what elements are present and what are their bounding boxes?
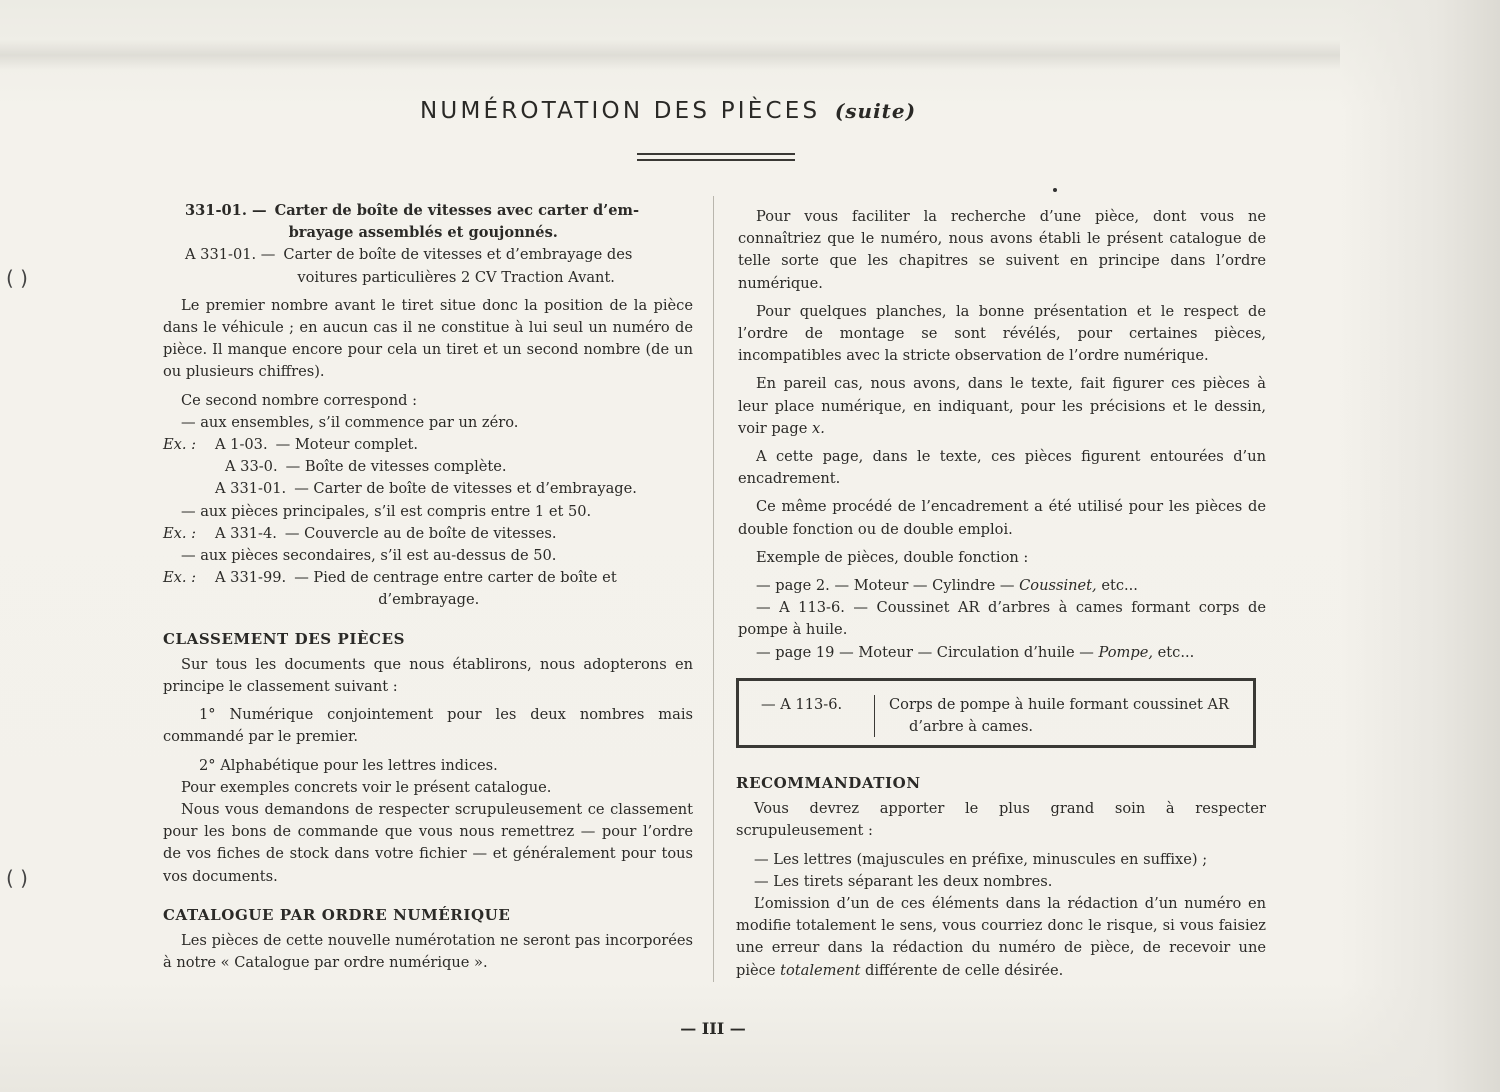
box-code: — A 113-6.: [761, 696, 843, 713]
paragraph: [738, 373, 1266, 440]
example-text: [294, 567, 693, 611]
example-text: — Boîte de vitesses complète.: [285, 458, 507, 476]
paragraph: Les pièces de cette nouvelle numérotation ne seront pas incorporées à notre « Catalogue par ordre numérique ».: [163, 932, 693, 972]
paragraph: Ce second nombre correspond :: [181, 391, 417, 409]
example-row: [163, 478, 693, 500]
page-title: [420, 98, 1040, 124]
text-run: En pareil cas, nous avons, dans le texte, fait figurer ces pièces à leur place numérique, en indiquant, pour les précisions et le dessin, voir page: [738, 375, 1266, 437]
paragraph: Pour vous faciliter la recherche d’une pièce, dont vous ne connaîtriez que le numéro, nous avons établi le présent catalogue de telle sorte que les chapitres se suivent en principe dans l’ordre numérique.: [738, 208, 1266, 292]
dash-item: — Les tirets séparant les deux nombres.: [754, 872, 1053, 890]
example-row: [163, 523, 693, 545]
paragraph: Pour quelques planches, la bonne présentation et le respect de l’ordre de montage se sont révélés, pour certaines pièces, incompatibles avec la stricte observation de l’ordre numérique.: [738, 302, 1266, 365]
left-column: [163, 200, 693, 975]
recommandation-section: [736, 772, 1266, 982]
example-text: — Moteur complet.: [275, 436, 419, 454]
example-text: — Carter de boîte de vitesses et d’embrayage.: [294, 480, 637, 498]
example-code: A 33-0.: [225, 458, 278, 476]
numbered-entry: [185, 200, 693, 244]
entry-code: A 331-01. —: [185, 246, 276, 264]
entry-line: brayage assemblés et goujonnés.: [288, 224, 558, 242]
example-label: Ex. :: [163, 524, 197, 542]
text-run: Pompe,: [1098, 643, 1154, 661]
paragraph: Ce même procédé de l’encadrement a été utilisé pour les pièces de double fonction ou de double emploi.: [738, 498, 1266, 538]
text-run: etc...: [1101, 577, 1138, 595]
text-run: différente de celle désirée.: [865, 961, 1064, 979]
entry-line: Carter de boîte de vitesses avec carter d’em-: [274, 202, 640, 219]
title-main: NUMÉROTATION DES PIÈCES: [420, 98, 821, 124]
page-number: — III —: [680, 1019, 746, 1038]
dash-item: — Les lettres (majuscules en préfixe, minuscules en suffixe) ;: [754, 850, 1208, 868]
example-label: Ex. :: [163, 436, 197, 454]
entry-line: Carter de boîte de vitesses et d’embrayage des: [283, 246, 633, 264]
text-run: Coussinet,: [1019, 577, 1097, 595]
example-line: [738, 575, 1266, 597]
example-code: A 1-03.: [215, 436, 268, 454]
text-run: — page 19 — Moteur — Circulation d’huile —: [756, 643, 1094, 661]
framed-example-box: [736, 678, 1256, 748]
column-divider: [713, 196, 714, 982]
section-heading-catalogue: CATALOGUE PAR ORDRE NUMÉRIQUE: [163, 905, 511, 924]
paragraph: Pour exemples concrets voir le présent catalogue.: [181, 778, 552, 796]
example-label: Ex. :: [163, 569, 197, 587]
text-run: totalement: [780, 961, 861, 979]
text-run: L’omission d’un de ces éléments dans la rédaction d’un numéro en modifie totalement le sens, vous courriez donc le risque, si vous faisiez une erreur dans la rédaction du numéro de pièce, de recevoir une pièce: [736, 895, 1266, 979]
box-line: d’arbre à cames.: [909, 718, 1034, 735]
title-suite: (suite): [834, 99, 917, 123]
paragraph: Le premier nombre avant le tiret situe donc la position de la pièce dans le véhicule ; en aucun cas il ne constitue à lui seul un numéro de pièce. Il manque encore pour cela un tiret et un second nombre (de un ou plusieurs chiffres).: [163, 296, 693, 381]
example-row: [163, 434, 693, 456]
scan-shadow-top: [0, 40, 1340, 70]
scan-shadow-right: [1340, 0, 1500, 1092]
dash-item: — aux pièces secondaires, s’il est au-dessus de 50.: [181, 547, 557, 565]
entry-code: 331-01. —: [185, 202, 267, 219]
box-text: [889, 694, 1254, 738]
example-row: [163, 567, 693, 611]
text-run: — page 2. — Moteur — Cylindre —: [756, 577, 1015, 595]
paragraph: A cette page, dans le texte, ces pièces figurent entourées d’un encadrement.: [738, 448, 1266, 488]
example-text: — Couvercle au de boîte de vitesses.: [284, 524, 557, 542]
title-rule: [637, 159, 795, 161]
example-code: A 331-99.: [215, 569, 287, 587]
ink-dot: [1053, 188, 1057, 192]
numbered-entry: [185, 244, 693, 288]
entry-text: [275, 200, 693, 244]
example-code: A 331-4.: [215, 524, 277, 542]
paragraph: Vous devrez apporter le plus grand soin à respecter scrupuleusement :: [736, 800, 1266, 840]
paragraph: 1° Numérique conjointement pour les deux nombres mais commandé par le premier.: [163, 706, 693, 746]
entry-text: [283, 244, 693, 288]
example-line: [738, 642, 1266, 664]
box-separator: [874, 695, 875, 737]
example-line: d’embrayage.: [378, 591, 480, 609]
example-row: [163, 456, 693, 478]
text-run: x.: [811, 419, 825, 437]
binding-hole-mark: ( ): [6, 866, 28, 890]
dash-item: — aux pièces principales, s’il est compris entre 1 et 50.: [181, 502, 592, 520]
section-heading-classement: CLASSEMENT DES PIÈCES: [163, 629, 406, 648]
example-code: A 331-01.: [215, 480, 287, 498]
box-line: Corps de pompe à huile formant coussinet AR: [889, 696, 1230, 713]
dash-item: — aux ensembles, s’il commence par un zéro.: [181, 413, 519, 431]
example-line: — Pied de centrage entre carter de boîte et: [294, 569, 617, 587]
entry-line: voitures particulières 2 CV Traction Avant.: [297, 268, 615, 286]
example-line: — A 113-6. — Coussinet AR d’arbres à cames formant corps de pompe à huile.: [738, 599, 1266, 639]
paragraph: Exemple de pièces, double fonction :: [756, 548, 1029, 566]
paragraph: [736, 893, 1266, 982]
right-column: [738, 206, 1266, 664]
section-heading-recommandation: RECOMMANDATION: [736, 774, 921, 792]
binding-hole-mark: ( ): [6, 266, 28, 290]
paragraph: Sur tous les documents que nous établirons, nous adopterons en principe le classement suivant :: [163, 655, 693, 696]
text-run: etc...: [1157, 643, 1195, 661]
paragraph: 2° Alphabétique pour les lettres indices.: [199, 756, 498, 774]
paragraph: Nous vous demandons de respecter scrupuleusement ce classement pour les bons de commande que vous nous remettrez — pour l’ordre de vos fiches de stock dans votre fichier — et généralement pour tous vos documents.: [163, 801, 693, 885]
title-rule: [637, 153, 795, 155]
